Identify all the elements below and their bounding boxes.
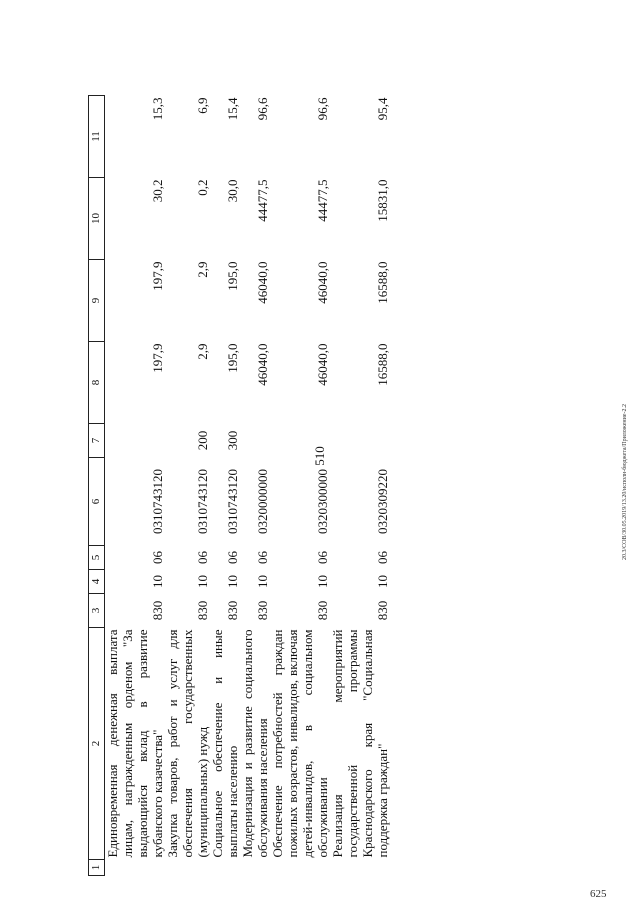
amount-cell: 46040,0 bbox=[255, 261, 270, 304]
amount-cell: 0,2 bbox=[195, 179, 210, 196]
expense-type-cell bbox=[330, 424, 390, 458]
section-code-cell: 10 bbox=[195, 575, 210, 588]
amount-cell: 197,9 bbox=[150, 261, 165, 291]
row-number-cell bbox=[165, 860, 210, 876]
row-number-cell bbox=[330, 860, 390, 876]
row-number-cell bbox=[105, 860, 166, 876]
amount-cell: 195,0 bbox=[225, 343, 240, 373]
expense-type-cell: 200 bbox=[195, 430, 210, 451]
percent-cell: 15,3 bbox=[150, 97, 165, 121]
department-code-cell: 830 bbox=[195, 600, 210, 621]
target-article-cell: 0310743120 bbox=[225, 469, 240, 534]
table-row bbox=[330, 96, 390, 876]
table-row bbox=[210, 96, 240, 876]
table-header-row bbox=[89, 96, 105, 876]
table-row bbox=[165, 96, 210, 876]
page-number: 510 bbox=[312, 446, 327, 466]
column-header: 8 bbox=[89, 342, 105, 424]
expense-name-cell: Социальное обеспечение и иные выплаты населению bbox=[210, 629, 240, 858]
subsection-code-cell: 06 bbox=[225, 551, 240, 564]
section-code-cell: 10 bbox=[150, 575, 165, 588]
percent-cell: 95,4 bbox=[375, 97, 390, 121]
amount-cell: 2,9 bbox=[195, 261, 210, 278]
column-header: 10 bbox=[89, 178, 105, 260]
expense-type-cell: 300 bbox=[225, 430, 240, 451]
amount-cell: 2,9 bbox=[195, 343, 210, 360]
department-code-cell: 830 bbox=[375, 600, 390, 621]
column-header: 9 bbox=[89, 260, 105, 342]
column-header: 6 bbox=[89, 458, 105, 546]
department-code-cell: 830 bbox=[150, 600, 165, 621]
expense-name-cell: Единовременная денежная выплата лицам, награжденным орденом "За выдающийся вклад в развитие кубанского казачества" bbox=[105, 629, 165, 858]
row-number-cell bbox=[210, 860, 240, 876]
expense-type-cell bbox=[270, 424, 330, 458]
column-header: 5 bbox=[89, 546, 105, 570]
column-header: 7 bbox=[89, 424, 105, 458]
expense-name-cell: Обеспечение потребностей граждан пожилых возрастов, инвалидов, включая детей-инвалидов, в социальном обслуживании bbox=[270, 629, 330, 858]
amount-cell: 44477,5 bbox=[315, 179, 330, 222]
department-code-cell: 830 bbox=[315, 600, 330, 621]
row-number-cell bbox=[240, 860, 270, 876]
section-code-cell: 10 bbox=[315, 575, 330, 588]
column-header: 2 bbox=[89, 628, 105, 860]
subsection-code-cell: 06 bbox=[150, 551, 165, 564]
subsection-code-cell: 06 bbox=[255, 551, 270, 564]
amount-cell: 15831,0 bbox=[375, 179, 390, 222]
department-code-cell: 830 bbox=[225, 600, 240, 621]
subsection-code-cell: 06 bbox=[315, 551, 330, 564]
table-row bbox=[105, 96, 166, 876]
subsection-code-cell: 06 bbox=[375, 551, 390, 564]
expense-name-cell: Закупка товаров, работ и услуг для обеспечения государственных (муниципальных) нужд bbox=[165, 629, 210, 858]
amount-cell: 30,0 bbox=[225, 179, 240, 203]
amount-cell: 30,2 bbox=[150, 179, 165, 203]
amount-cell: 46040,0 bbox=[255, 343, 270, 386]
expense-type-cell bbox=[105, 424, 166, 458]
corner-page-mark: 625 bbox=[590, 888, 607, 900]
document-footer-note: 20.3/СОВ/30.05.2019/13.20/исполн-бюджета/Приложение-2.2 bbox=[622, 404, 628, 560]
amount-cell: 197,9 bbox=[150, 343, 165, 373]
percent-cell: 6,9 bbox=[195, 97, 210, 114]
target-article-cell: 0320000000 bbox=[255, 469, 270, 534]
target-article-cell: 0310743120 bbox=[150, 469, 165, 534]
target-article-cell: 0310743120 bbox=[195, 469, 210, 534]
section-code-cell: 10 bbox=[225, 575, 240, 588]
amount-cell: 44477,5 bbox=[255, 179, 270, 222]
column-header: 1 bbox=[89, 860, 105, 876]
expense-name-cell: Реализация мероприятий государственной программы Краснодарского края "Социальная поддержка граждан" bbox=[330, 629, 390, 858]
column-header: 3 bbox=[89, 594, 105, 628]
budget-execution-table bbox=[88, 95, 390, 876]
row-number-cell bbox=[270, 860, 330, 876]
amount-cell: 16588,0 bbox=[375, 343, 390, 386]
percent-cell: 96,6 bbox=[315, 97, 330, 121]
amount-cell: 16588,0 bbox=[375, 261, 390, 304]
amount-cell: 46040,0 bbox=[315, 261, 330, 304]
amount-cell: 195,0 bbox=[225, 261, 240, 291]
department-code-cell: 830 bbox=[255, 600, 270, 621]
section-code-cell: 10 bbox=[255, 575, 270, 588]
target-article-cell: 0320309220 bbox=[375, 469, 390, 534]
subsection-code-cell: 06 bbox=[195, 551, 210, 564]
percent-cell: 15,4 bbox=[225, 97, 240, 121]
section-code-cell: 10 bbox=[375, 575, 390, 588]
amount-cell: 46040,0 bbox=[315, 343, 330, 386]
expense-name-cell: Модернизация и развитие социального обслуживания населения bbox=[240, 629, 270, 858]
target-article-cell: 0320300000 bbox=[315, 469, 330, 534]
percent-cell: 96,6 bbox=[255, 97, 270, 121]
column-header: 11 bbox=[89, 96, 105, 178]
column-header: 4 bbox=[89, 570, 105, 594]
table-row bbox=[270, 96, 330, 876]
expense-type-cell bbox=[240, 424, 270, 458]
table-row bbox=[240, 96, 270, 876]
